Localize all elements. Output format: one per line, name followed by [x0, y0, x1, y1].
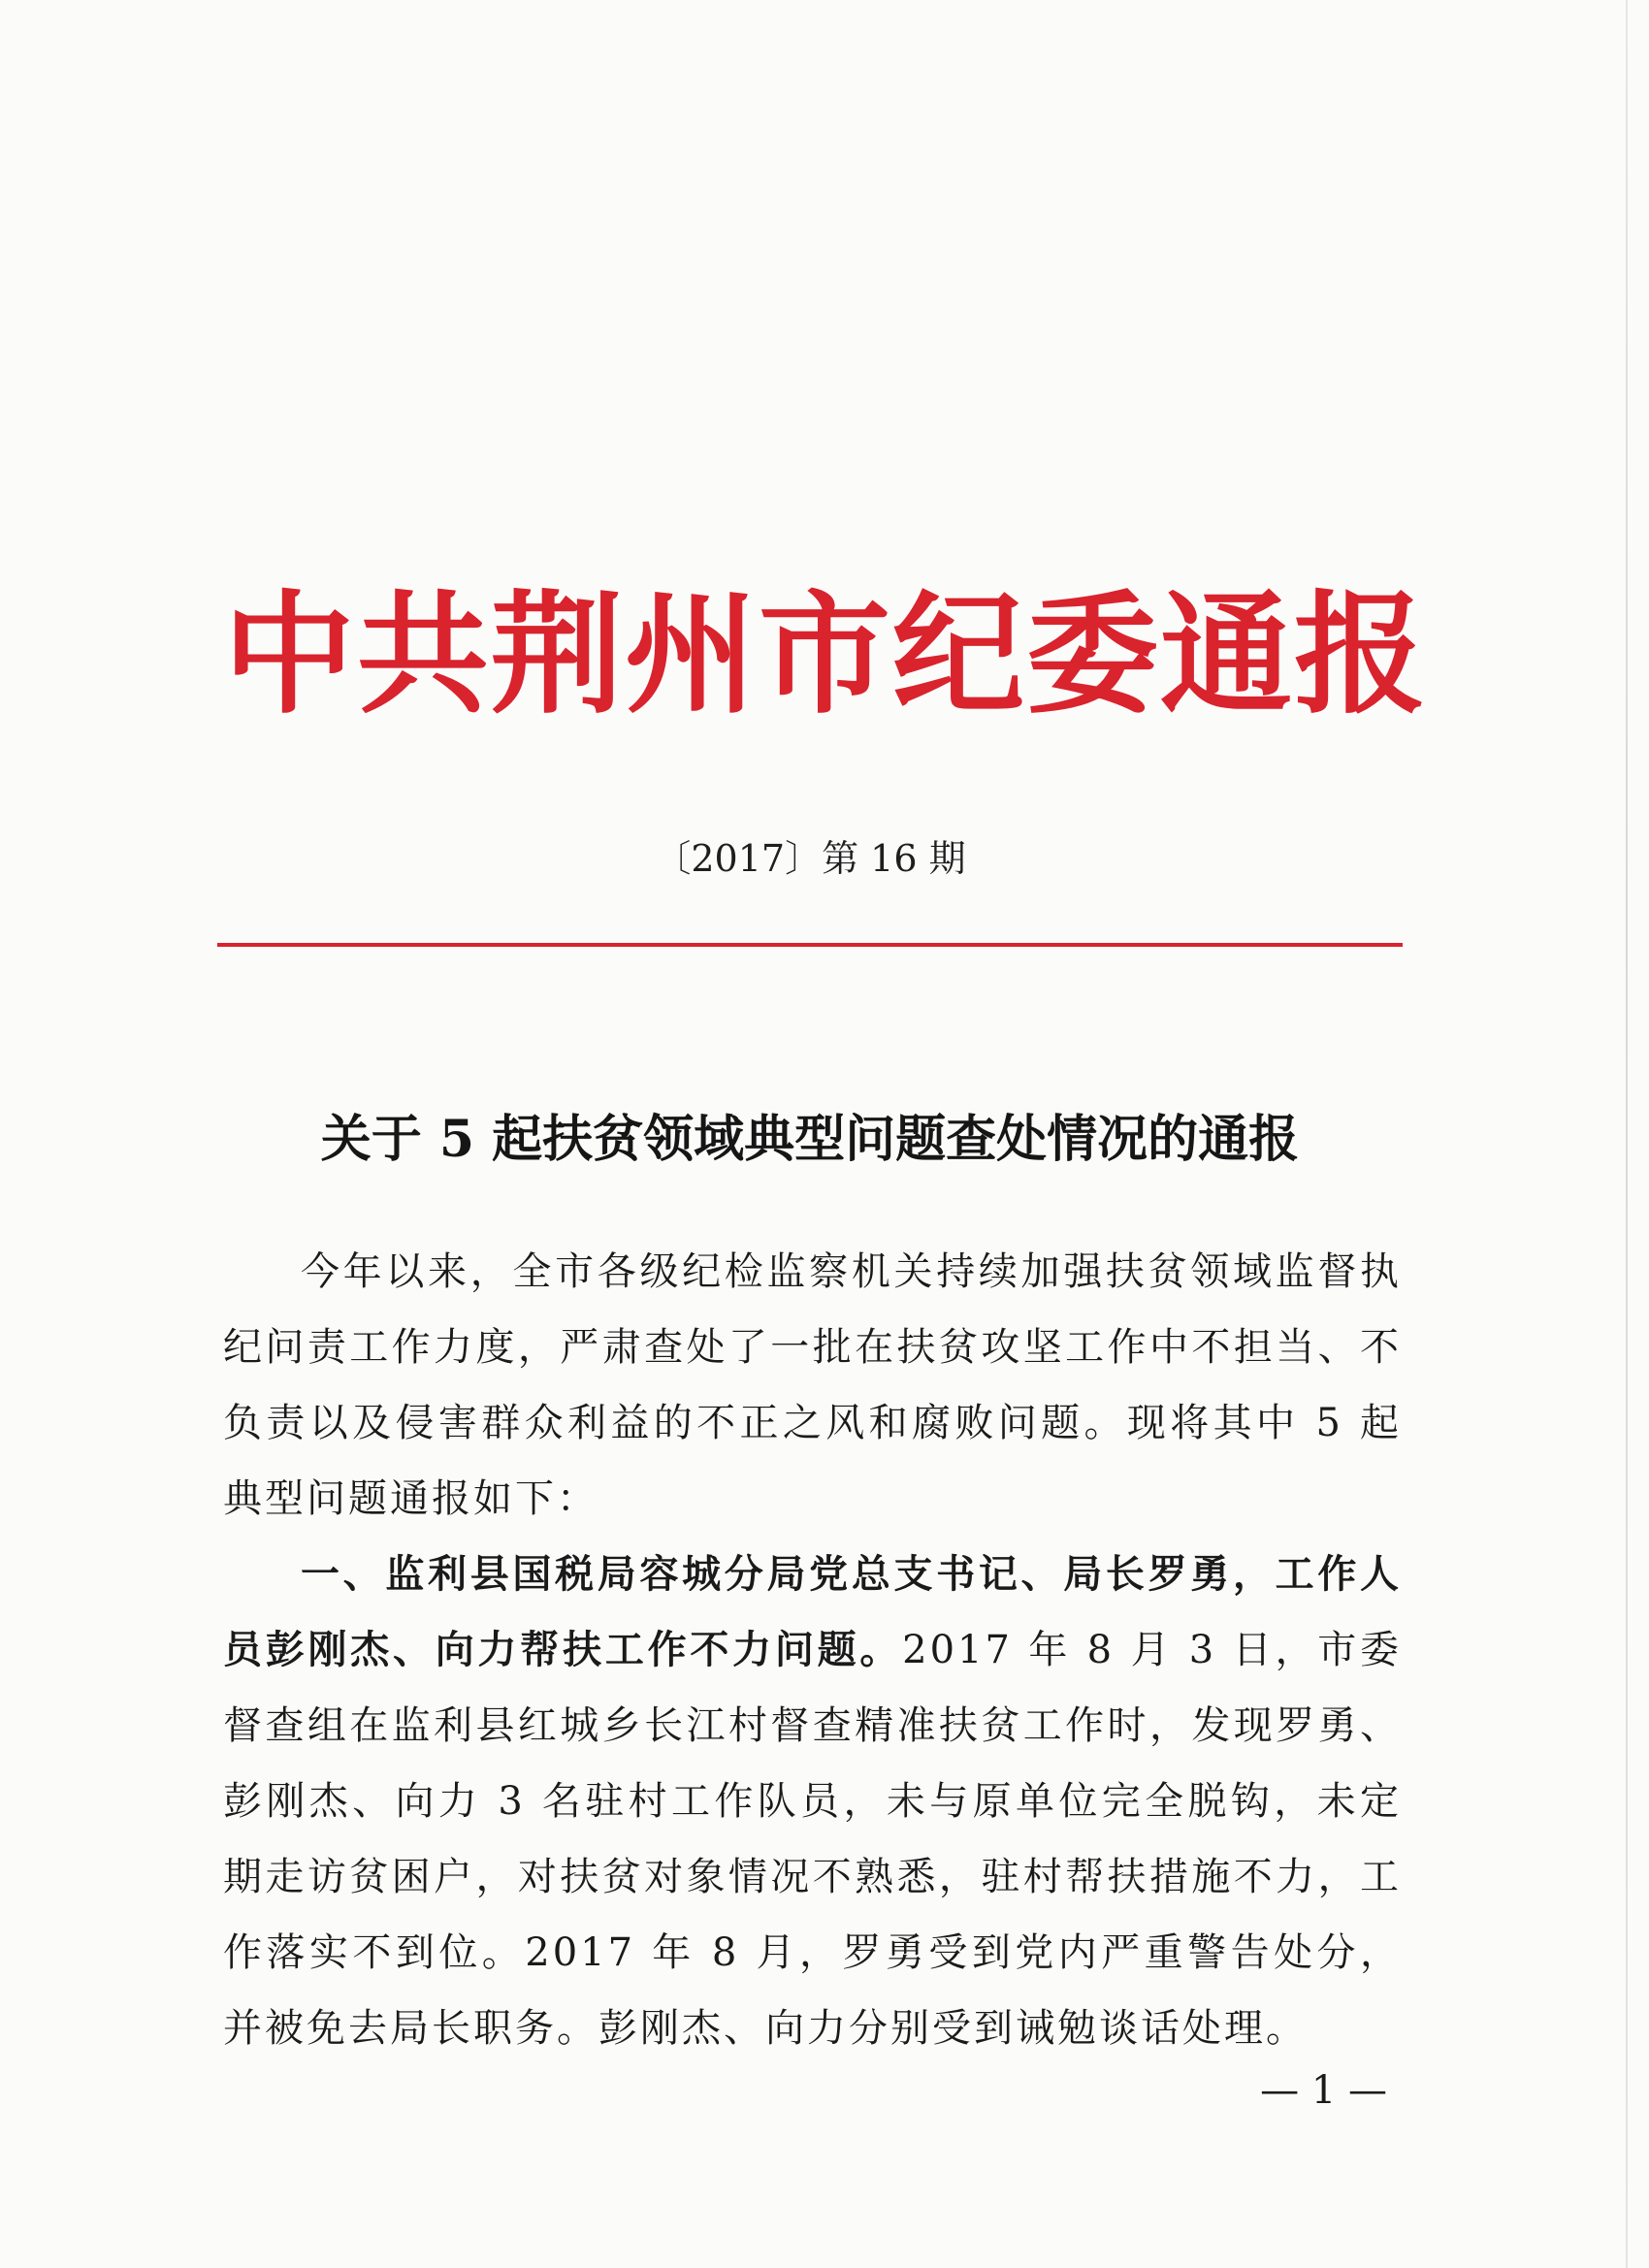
- paragraph-text: 今年以来，全市各级纪检监察机关持续加强扶贫领域监督执纪问责工作力度，严肃查处了一批在扶贫攻坚工作中不担当、不负责以及侵害群众利益的不正之风和腐败问题。现将其中 5 起典型问题通报如下：: [223, 1249, 1402, 1521]
- scan-edge: [1626, 0, 1628, 2268]
- red-divider: [217, 943, 1403, 947]
- document-body: [223, 1234, 1402, 2066]
- paragraph-lead: 一、监利县国税局容城分局党总支书记、局长罗勇，工作人员彭刚杰、向力帮扶工作不力问题。: [223, 1551, 1402, 1672]
- paragraph-case-1: [223, 1537, 1402, 2066]
- paragraph-intro: [223, 1234, 1402, 1537]
- document-title: 关于 5 起扶贫领域典型问题查处情况的通报: [320, 1110, 1300, 1169]
- paragraph-text: 2017 年 8 月 3 日，市委督查组在监利县红城乡长江村督查精准扶贫工作时，发现罗勇、彭刚杰、向力 3 名驻村工作队员，未与原单位完全脱钩，未定期走访贫困户，对扶贫对象情况不熟悉，驻村帮扶措施不力，工作落实不到位。2017 年 8 月，罗勇受到党内严重警告处分，并被免去局长职务。彭刚杰、向力分别受到诫勉谈话处理。: [223, 1628, 1402, 2051]
- masthead-title: 中共荆州市纪委通报: [223, 577, 1428, 732]
- page-number: — 1 —: [1260, 2068, 1387, 2113]
- issue-number: 〔2017〕第 16 期: [654, 837, 966, 880]
